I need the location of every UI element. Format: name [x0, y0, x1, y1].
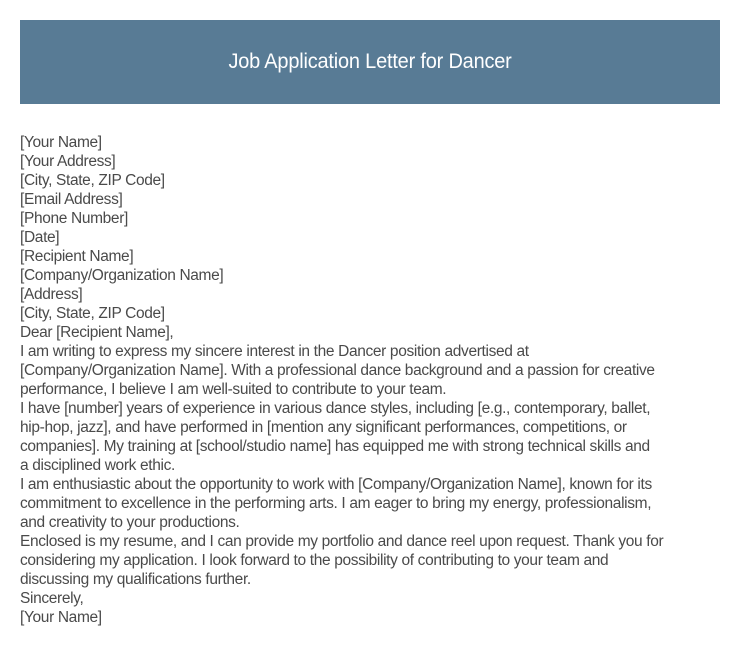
- page-title: Job Application Letter for Dancer: [228, 50, 512, 73]
- paragraph-line: considering my application. I look forward to the possibility of contributing to your team and: [20, 552, 609, 569]
- paragraph-enthusiasm: [20, 475, 725, 532]
- sender-name: [Your Name]: [20, 134, 102, 151]
- letter-body: [20, 133, 725, 627]
- sender-block: [20, 133, 725, 228]
- paragraph-line: and creativity to your productions.: [20, 514, 240, 531]
- letter-date: [Date]: [20, 229, 60, 246]
- paragraph-line: I am writing to express my sincere interest in the Dancer position advertised at: [20, 343, 529, 360]
- signature: [Your Name]: [20, 609, 102, 626]
- sender-email: [Email Address]: [20, 191, 123, 208]
- sender-city-state-zip: [City, State, ZIP Code]: [20, 172, 165, 189]
- salutation: Dear [Recipient Name],: [20, 324, 174, 341]
- closing: Sincerely,: [20, 590, 84, 607]
- recipient-block: [20, 247, 725, 323]
- sender-address: [Your Address]: [20, 153, 116, 170]
- recipient-address: [Address]: [20, 286, 83, 303]
- paragraph-closing: [20, 532, 725, 589]
- paragraph-line: hip-hop, jazz], and have performed in [mention any significant performances, competitions, or: [20, 419, 627, 436]
- paragraph-experience: [20, 399, 725, 475]
- title-banner: [20, 20, 720, 104]
- paragraph-intro: [20, 342, 725, 399]
- paragraph-line: I have [number] years of experience in various dance styles, including [e.g., contemporary, ballet,: [20, 400, 651, 417]
- paragraph-line: [Company/Organization Name]. With a professional dance background and a passion for creative: [20, 362, 655, 379]
- paragraph-line: performance, I believe I am well-suited to contribute to your team.: [20, 381, 447, 398]
- sender-phone: [Phone Number]: [20, 210, 128, 227]
- paragraph-line: Enclosed is my resume, and I can provide my portfolio and dance reel upon request. Thank you for: [20, 533, 664, 550]
- recipient-city-state-zip: [City, State, ZIP Code]: [20, 305, 165, 322]
- paragraph-line: a disciplined work ethic.: [20, 457, 175, 474]
- paragraph-line: companies]. My training at [school/studio name] has equipped me with strong technical skills and: [20, 438, 650, 455]
- recipient-company: [Company/Organization Name]: [20, 267, 224, 284]
- paragraph-line: I am enthusiastic about the opportunity to work with [Company/Organization Name], known for its: [20, 476, 652, 493]
- paragraph-line: discussing my qualifications further.: [20, 571, 251, 588]
- recipient-name: [Recipient Name]: [20, 248, 134, 265]
- paragraph-line: commitment to excellence in the performing arts. I am eager to bring my energy, professionalism,: [20, 495, 652, 512]
